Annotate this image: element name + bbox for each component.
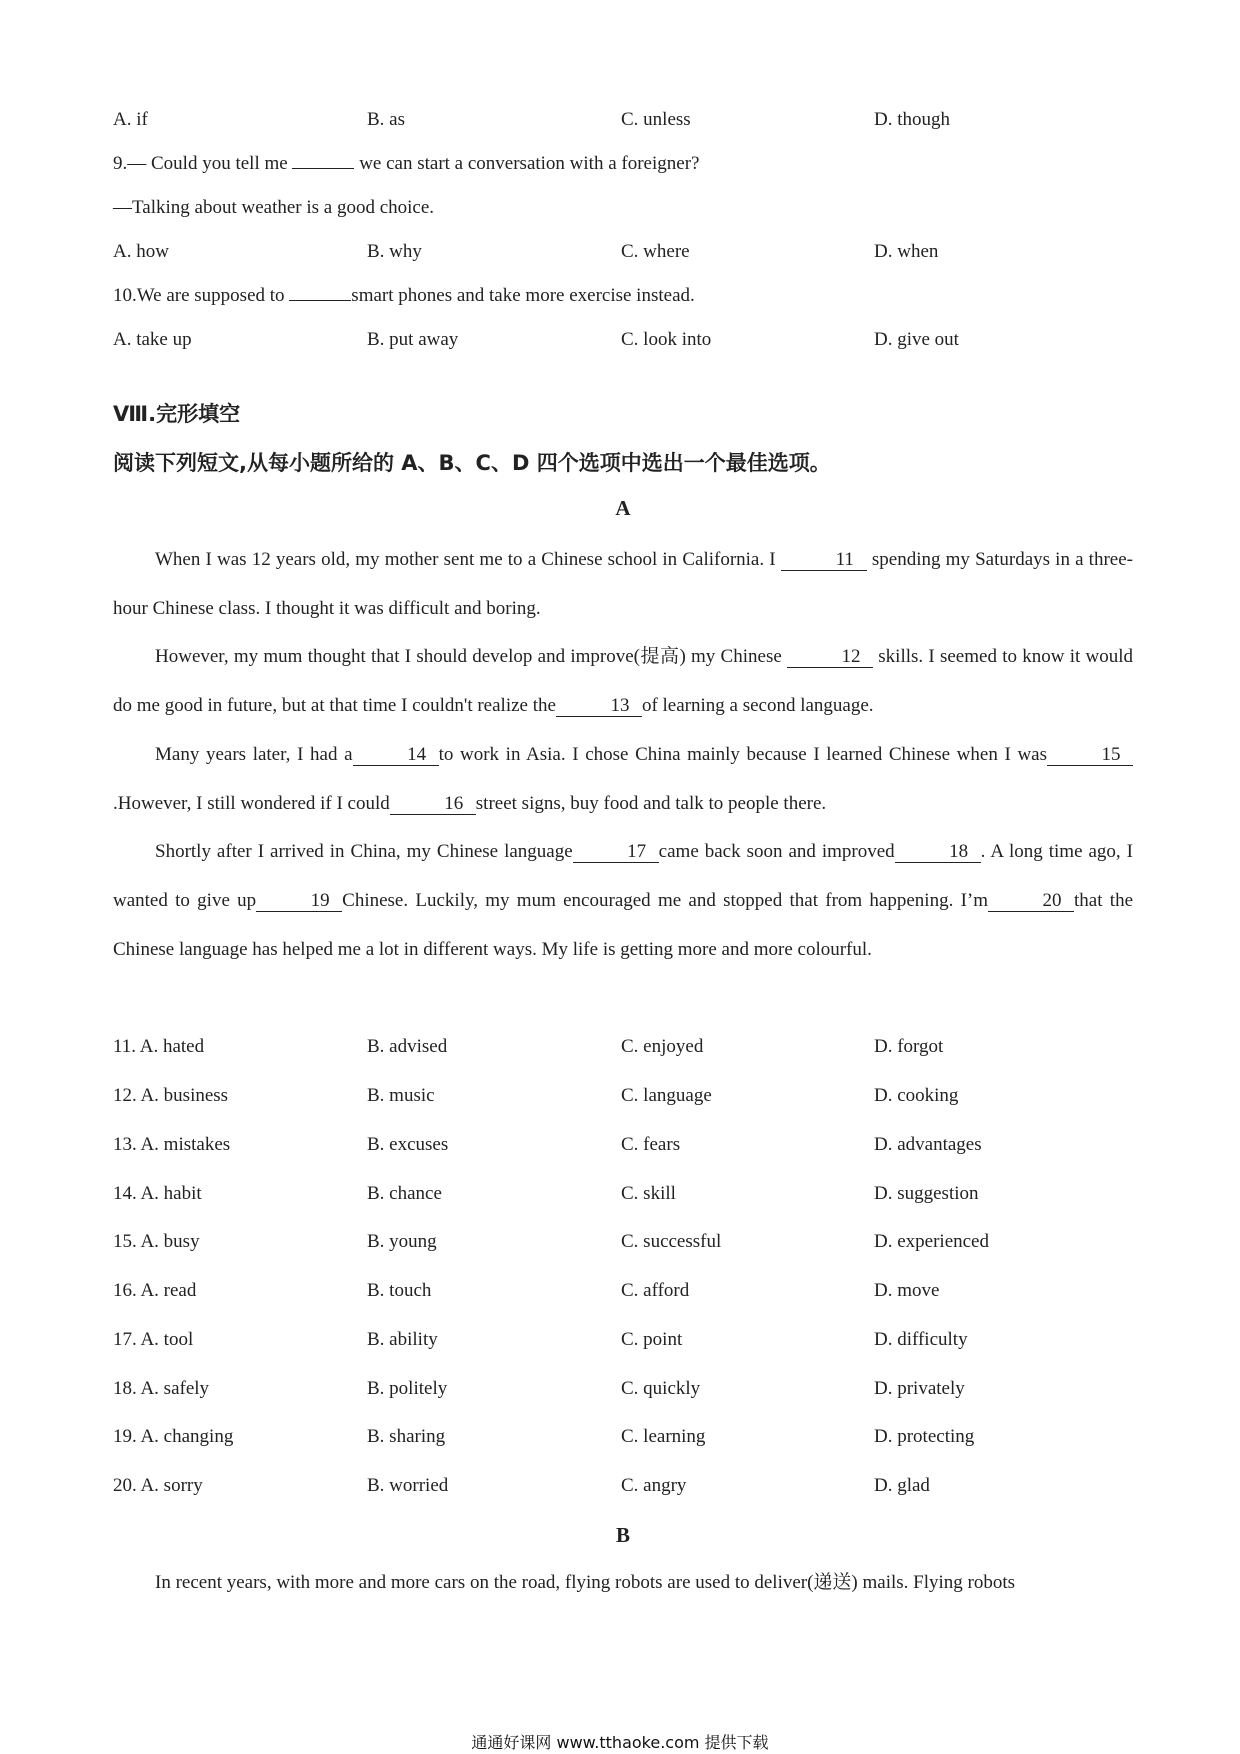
choice-row-13 [113, 1133, 1133, 1157]
q9-options [113, 240, 1133, 264]
q9-option-c: C. where [621, 241, 690, 262]
choice-option-d: D. privately [874, 1378, 965, 1399]
passage-a-body [113, 536, 1133, 974]
choice-option-b: B. politely [367, 1378, 448, 1399]
choice-row-16 [113, 1279, 1133, 1303]
blank-13: 13 [556, 696, 642, 717]
q10-option-b: B. put away [367, 329, 459, 350]
passage-a-heading: A [615, 496, 631, 520]
choice-option-b: B. worried [367, 1475, 449, 1496]
choice-option-b: B. sharing [367, 1426, 446, 1447]
choice-option-c: C. learning [621, 1426, 706, 1447]
choice-option-a: 16. A. read [113, 1280, 197, 1301]
choice-option-d: D. suggestion [874, 1183, 979, 1204]
blank-17: 17 [573, 842, 659, 863]
text-run: of learning a second language. [641, 695, 874, 717]
section-instruction: 阅读下列短文,从每小题所给的 A、B、C、D 四个选项中选出一个最佳选项。 [113, 451, 831, 475]
text-run: Chinese. Luckily, my mum encouraged me and stopped that from happening. I’m [342, 889, 989, 911]
blank-18: 18 [895, 842, 981, 863]
choice-option-c: C. language [621, 1085, 712, 1106]
choice-row-15 [113, 1230, 1133, 1254]
q8-option-b: B. as [367, 109, 405, 130]
passage-b-paragraph-1: In recent years, with more and more cars on the road, flying robots are used to deliver(递送) mails. Flying robots [155, 1572, 1016, 1593]
q10-stem-after: smart phones and take more exercise instead. [351, 285, 695, 306]
q10-option-c: C. look into [621, 329, 712, 350]
q8-option-d: D. though [874, 109, 950, 130]
choice-option-d: D. advantages [874, 1134, 982, 1155]
choice-option-b: B. ability [367, 1329, 438, 1350]
choice-option-b: B. music [367, 1085, 435, 1106]
text-run: . A long time ago, I wanted to give up [113, 841, 1133, 911]
choice-option-d: D. cooking [874, 1085, 959, 1106]
blank-19: 19 [256, 891, 342, 912]
passage-a-paragraph-4 [113, 828, 1133, 974]
choice-option-a: 14. A. habit [113, 1183, 202, 1204]
choice-option-d: D. glad [874, 1475, 930, 1496]
q9-stem [113, 152, 699, 176]
choice-option-b: B. touch [367, 1280, 432, 1301]
q9-reply: —Talking about weather is a good choice. [113, 197, 435, 218]
passage-a-paragraph-3 [113, 731, 1133, 828]
page-footer: 通通好课网 www.tthaoke.com 提供下载 [471, 1733, 769, 1752]
q8-option-c: C. unless [621, 109, 691, 130]
q9-blank [292, 168, 354, 169]
choice-option-a: 20. A. sorry [113, 1475, 203, 1496]
choice-row-20 [113, 1474, 1133, 1498]
q10-stem-before: 10.We are supposed to [113, 285, 290, 306]
choice-option-d: D. experienced [874, 1231, 989, 1252]
choice-option-d: D. forgot [874, 1036, 944, 1057]
choice-option-c: C. fears [621, 1134, 681, 1155]
choice-row-19 [113, 1425, 1133, 1449]
text-run: Shortly after I arrived in China, my Chinese language [155, 841, 573, 863]
choice-option-c: C. skill [621, 1183, 676, 1204]
text-run: street signs, buy food and talk to people there. [475, 792, 827, 814]
passage-b-heading: B [615, 1523, 630, 1547]
choice-row-14 [113, 1182, 1133, 1206]
q10-stem [113, 284, 695, 308]
passage-a-paragraph-1 [113, 536, 1133, 633]
choice-option-a: 19. A. changing [113, 1426, 234, 1447]
choice-option-a: 11. A. hated [113, 1036, 205, 1057]
choice-option-a: 12. A. business [113, 1085, 229, 1106]
section-title: Ⅷ.完形填空 [113, 402, 241, 426]
choice-option-b: B. advised [367, 1036, 448, 1057]
choice-row-18 [113, 1377, 1133, 1401]
q10-option-d: D. give out [874, 329, 959, 350]
choice-option-b: B. chance [367, 1183, 442, 1204]
text-run: came back soon and improved [658, 841, 895, 863]
choice-row-11 [113, 1035, 1133, 1059]
choice-row-17 [113, 1328, 1133, 1352]
choice-option-a: 15. A. busy [113, 1231, 200, 1252]
choice-option-c: C. point [621, 1329, 683, 1350]
choice-option-a: 18. A. safely [113, 1378, 210, 1399]
text-run: that the Chinese language has helped me a lot in different ways. My life is getting more and more colourful. [113, 889, 1133, 960]
choice-option-d: D. move [874, 1280, 940, 1301]
choice-option-c: C. enjoyed [621, 1036, 704, 1057]
q10-options [113, 328, 1133, 352]
choice-option-b: B. young [367, 1231, 437, 1252]
blank-12: 12 [787, 647, 873, 668]
q9-option-a: A. how [113, 241, 169, 262]
choice-option-d: D. protecting [874, 1426, 975, 1447]
choice-option-c: C. quickly [621, 1378, 701, 1399]
q9-stem-after: we can start a conversation with a foreigner? [354, 153, 700, 174]
choice-option-a: 13. A. mistakes [113, 1134, 231, 1155]
choice-option-c: C. successful [621, 1231, 722, 1252]
choice-option-c: C. afford [621, 1280, 690, 1301]
blank-11: 11 [781, 550, 867, 571]
text-run: When I was 12 years old, my mother sent me to a Chinese school in California. I [155, 549, 781, 570]
text-run: .However, I still wondered if I could [113, 792, 390, 814]
text-run: skills. I seemed to know it would do me good in future, but at that time I couldn't realize the [113, 646, 1133, 717]
q8-option-a: A. if [113, 109, 148, 130]
text-run: However, my mum thought that I should develop and improve(提高) my Chinese [155, 646, 788, 668]
passage-a-paragraph-2 [113, 633, 1133, 730]
choice-row-12 [113, 1084, 1133, 1108]
blank-15: 15 [1047, 745, 1133, 766]
text-run: spending my Saturdays in a three-hour Chinese class. I thought it was difficult and boring. [113, 549, 1133, 619]
blank-16: 16 [390, 794, 476, 815]
q9-option-d: D. when [874, 241, 939, 262]
choice-option-d: D. difficulty [874, 1329, 968, 1350]
q8-options [113, 108, 1133, 132]
q9-stem-before: 9.— Could you tell me [113, 153, 293, 174]
blank-14: 14 [353, 745, 439, 766]
q10-option-a: A. take up [113, 329, 192, 350]
text-run: Many years later, I had a [155, 743, 353, 765]
choice-option-b: B. excuses [367, 1134, 449, 1155]
q9-option-b: B. why [367, 241, 422, 262]
choice-option-a: 17. A. tool [113, 1329, 194, 1350]
blank-20: 20 [988, 891, 1074, 912]
text-run: to work in Asia. I chose China mainly because I learned Chinese when I was [438, 743, 1047, 765]
choice-option-c: C. angry [621, 1475, 687, 1496]
q10-blank [289, 300, 351, 301]
